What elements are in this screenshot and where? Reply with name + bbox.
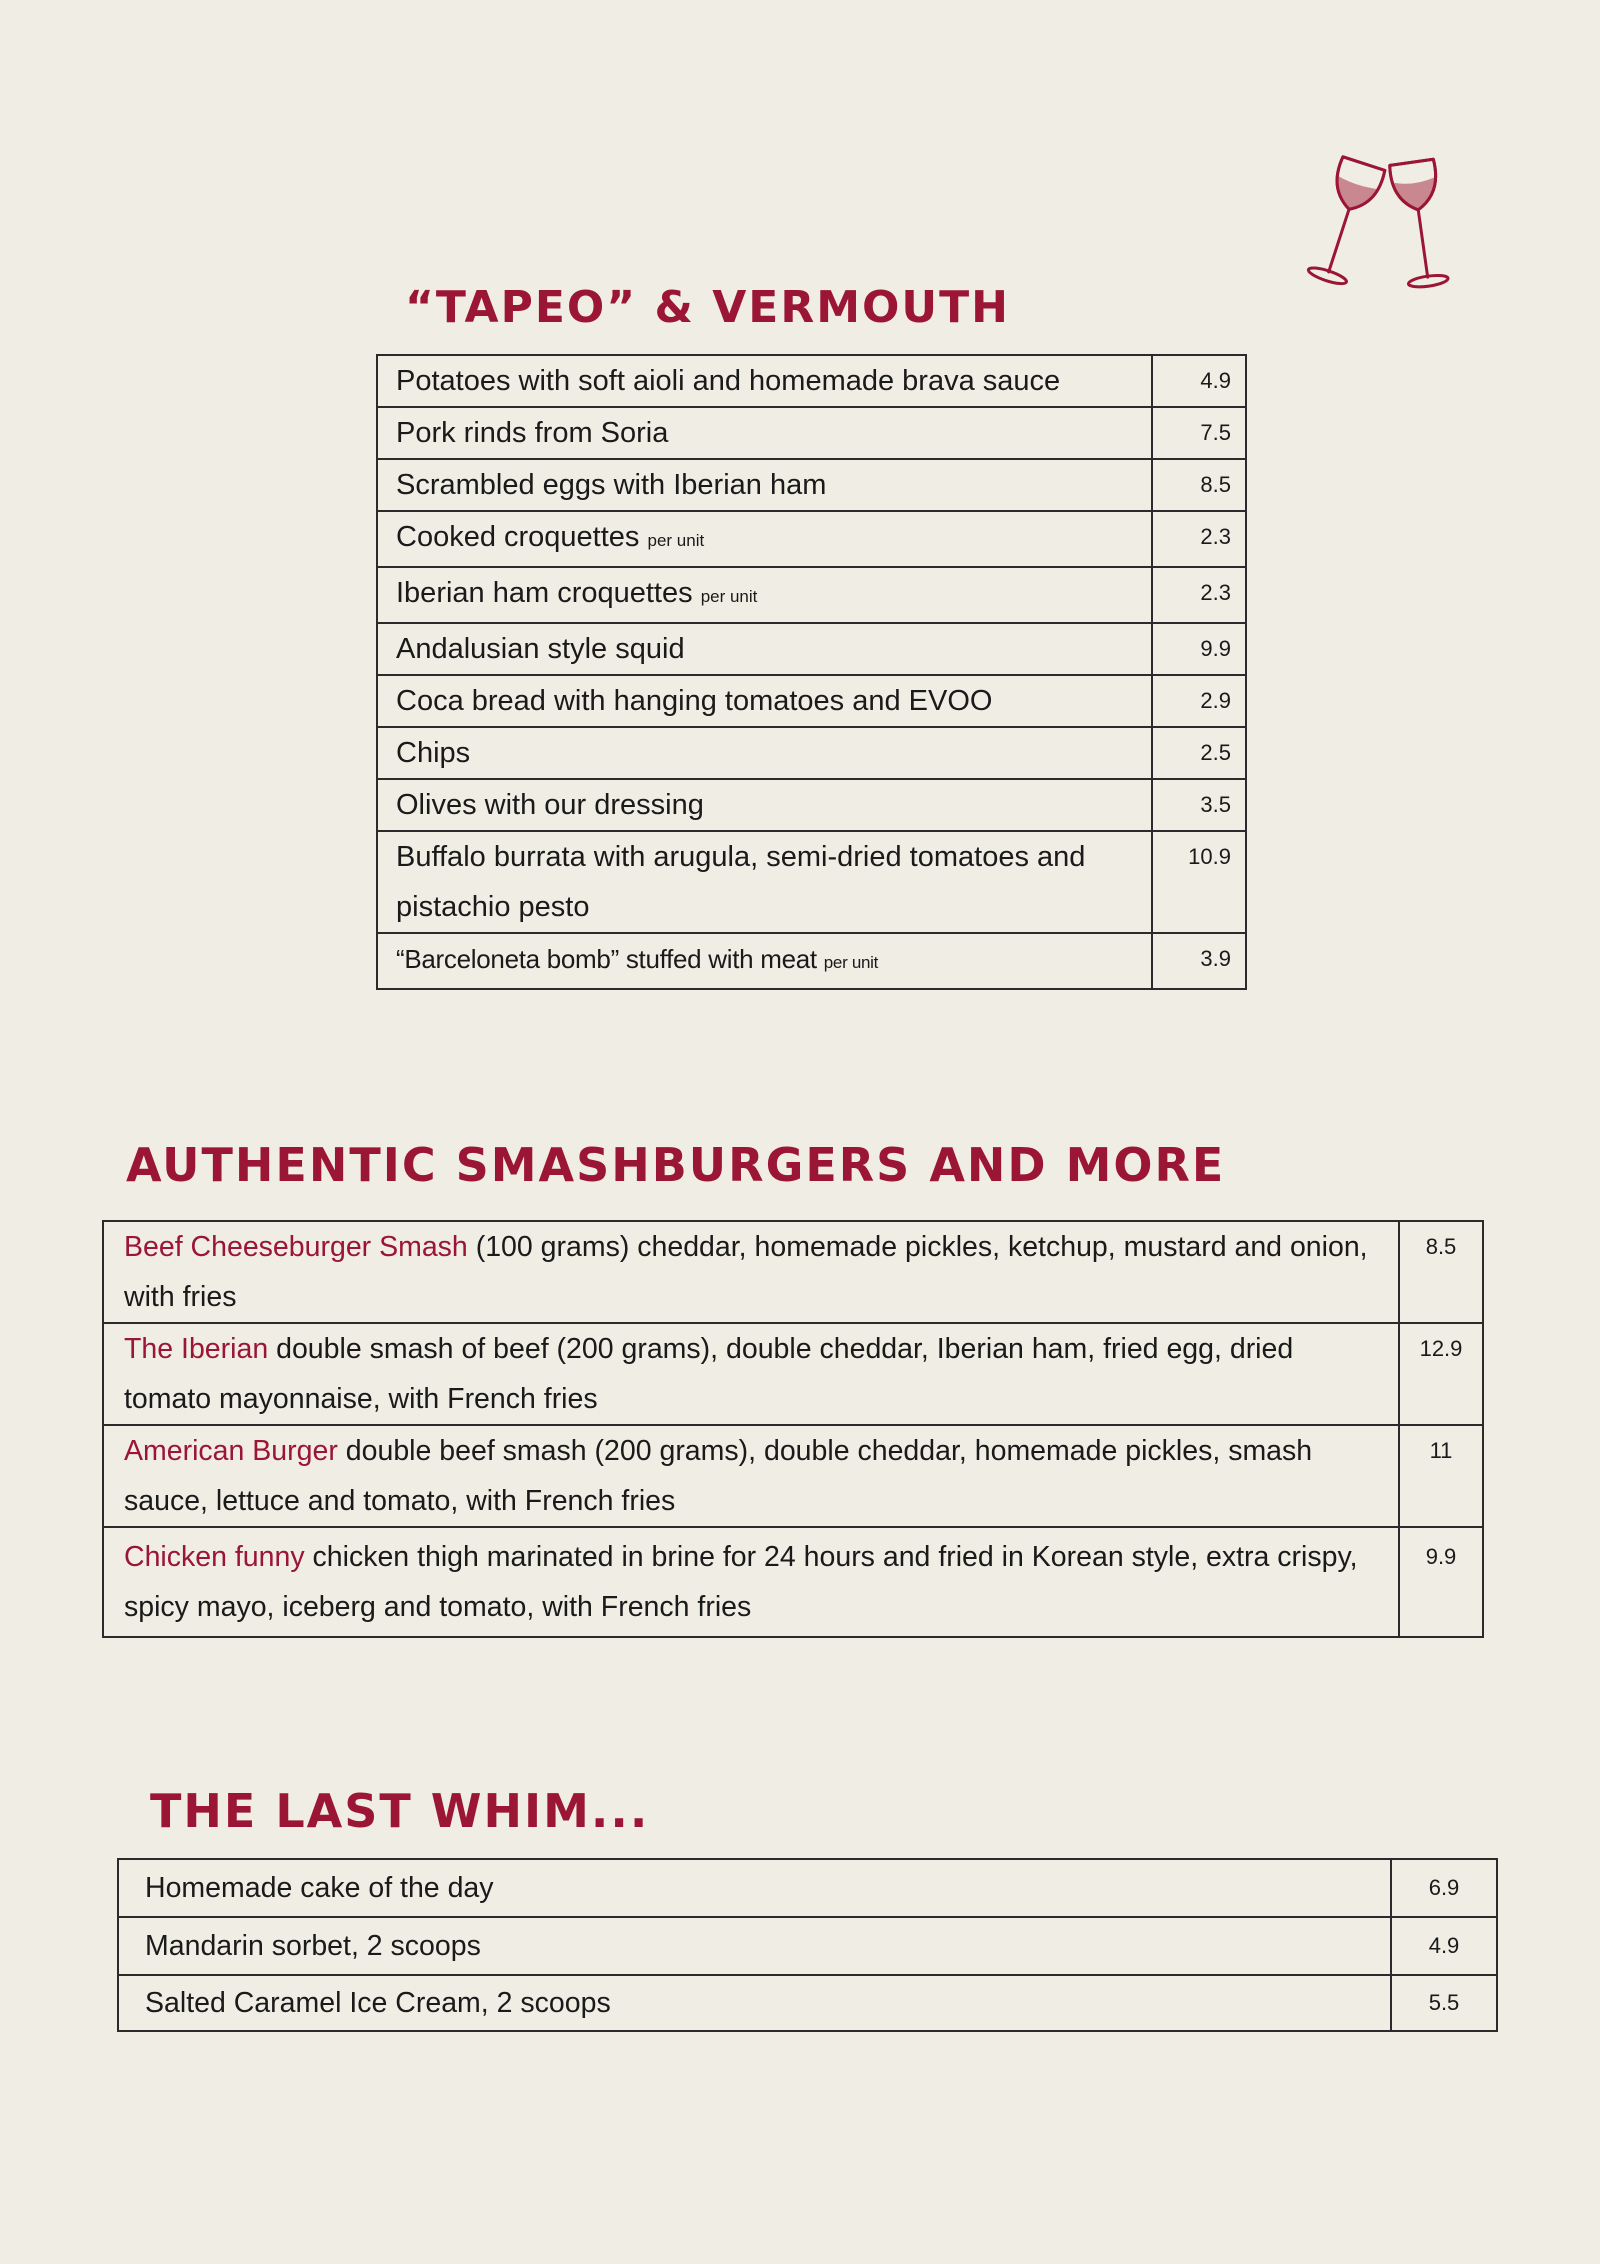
item-price: 9.9 xyxy=(1152,623,1246,675)
section-title-tapeo: “TAPEO” & VERMOUTH xyxy=(405,282,1010,333)
wine-glasses-toast-icon xyxy=(1304,154,1464,304)
burger-description: double beef smash (200 grams), double cheddar, homemade pickles, smash sauce, lettuce and tomato, with French fries xyxy=(124,1435,1313,1517)
burger-name: Chicken funny xyxy=(124,1541,305,1573)
item-price: 11 xyxy=(1399,1425,1483,1527)
item-name-cell xyxy=(377,933,1152,989)
item-description-cell xyxy=(103,1425,1399,1527)
table-row xyxy=(377,831,1246,933)
burger-description: double smash of beef (200 grams), double cheddar, Iberian ham, fried egg, dried tomato mayonnaise, with French fries xyxy=(124,1333,1294,1415)
item-price: 8.5 xyxy=(1399,1221,1483,1323)
item-name: Pork rinds from Soria xyxy=(377,407,1152,459)
item-name: Scrambled eggs with Iberian ham xyxy=(377,459,1152,511)
item-name: Potatoes with soft aioli and homemade brava sauce xyxy=(377,355,1152,407)
tapeo-menu-table xyxy=(376,354,1247,990)
item-price: 9.9 xyxy=(1399,1527,1483,1637)
item-name: Buffalo burrata with arugula, semi-dried tomatoes and pistachio pesto xyxy=(377,831,1152,933)
item-note: per unit xyxy=(700,587,758,606)
item-price: 4.9 xyxy=(1152,355,1246,407)
burgers-menu-table xyxy=(102,1220,1484,1638)
desserts-menu-table xyxy=(117,1858,1498,2032)
item-name-cell xyxy=(377,567,1152,623)
table-row xyxy=(377,727,1246,779)
item-name: Olives with our dressing xyxy=(377,779,1152,831)
item-name: Coca bread with hanging tomatoes and EVOO xyxy=(377,675,1152,727)
item-price: 10.9 xyxy=(1152,831,1246,933)
burger-name: Beef Cheeseburger Smash xyxy=(124,1231,468,1263)
table-row xyxy=(377,459,1246,511)
table-row xyxy=(118,1917,1497,1975)
item-price: 2.3 xyxy=(1152,511,1246,567)
item-price: 3.5 xyxy=(1152,779,1246,831)
burger-description: chicken thigh marinated in brine for 24 hours and fried in Korean style, extra crispy, spicy mayo, iceberg and tomato, with French fries xyxy=(124,1541,1358,1623)
item-price: 2.9 xyxy=(1152,675,1246,727)
burger-description: (100 grams) cheddar, homemade pickles, ketchup, mustard and onion, with fries xyxy=(124,1231,1368,1313)
item-note: per unit xyxy=(823,953,879,972)
item-note: per unit xyxy=(647,531,705,550)
table-row xyxy=(377,511,1246,567)
item-price: 12.9 xyxy=(1399,1323,1483,1425)
item-price: 3.9 xyxy=(1152,933,1246,989)
item-price: 5.5 xyxy=(1391,1975,1497,2031)
item-name: Iberian ham croquettes xyxy=(396,577,693,609)
item-name-cell xyxy=(377,511,1152,567)
table-row xyxy=(103,1221,1483,1323)
section-title-burgers: AUTHENTIC SMASHBURGERS AND MORE xyxy=(126,1138,1226,1192)
table-row xyxy=(377,933,1246,989)
table-row xyxy=(377,407,1246,459)
item-description-cell xyxy=(103,1527,1399,1637)
table-row xyxy=(377,623,1246,675)
item-name: Chips xyxy=(377,727,1152,779)
table-row xyxy=(118,1859,1497,1917)
burger-name: American Burger xyxy=(124,1435,338,1467)
table-row xyxy=(118,1975,1497,2031)
section-title-last-whim: THE LAST WHIM... xyxy=(150,1784,650,1838)
item-name: “Barceloneta bomb” stuffed with meat xyxy=(396,944,817,974)
item-description-cell xyxy=(103,1221,1399,1323)
table-row xyxy=(377,779,1246,831)
item-name: Cooked croquettes xyxy=(396,521,640,553)
item-description-cell xyxy=(103,1323,1399,1425)
item-price: 2.3 xyxy=(1152,567,1246,623)
item-price: 2.5 xyxy=(1152,727,1246,779)
item-name: Mandarin sorbet, 2 scoops xyxy=(118,1917,1391,1975)
item-name: Andalusian style squid xyxy=(377,623,1152,675)
item-price: 7.5 xyxy=(1152,407,1246,459)
table-row xyxy=(377,355,1246,407)
table-row xyxy=(103,1527,1483,1637)
table-row xyxy=(377,567,1246,623)
item-name: Homemade cake of the day xyxy=(118,1859,1391,1917)
item-price: 8.5 xyxy=(1152,459,1246,511)
item-name: Salted Caramel Ice Cream, 2 scoops xyxy=(118,1975,1391,2031)
table-row xyxy=(377,675,1246,727)
burger-name: The Iberian xyxy=(124,1333,269,1365)
item-price: 4.9 xyxy=(1391,1917,1497,1975)
table-row xyxy=(103,1323,1483,1425)
item-price: 6.9 xyxy=(1391,1859,1497,1917)
table-row xyxy=(103,1425,1483,1527)
